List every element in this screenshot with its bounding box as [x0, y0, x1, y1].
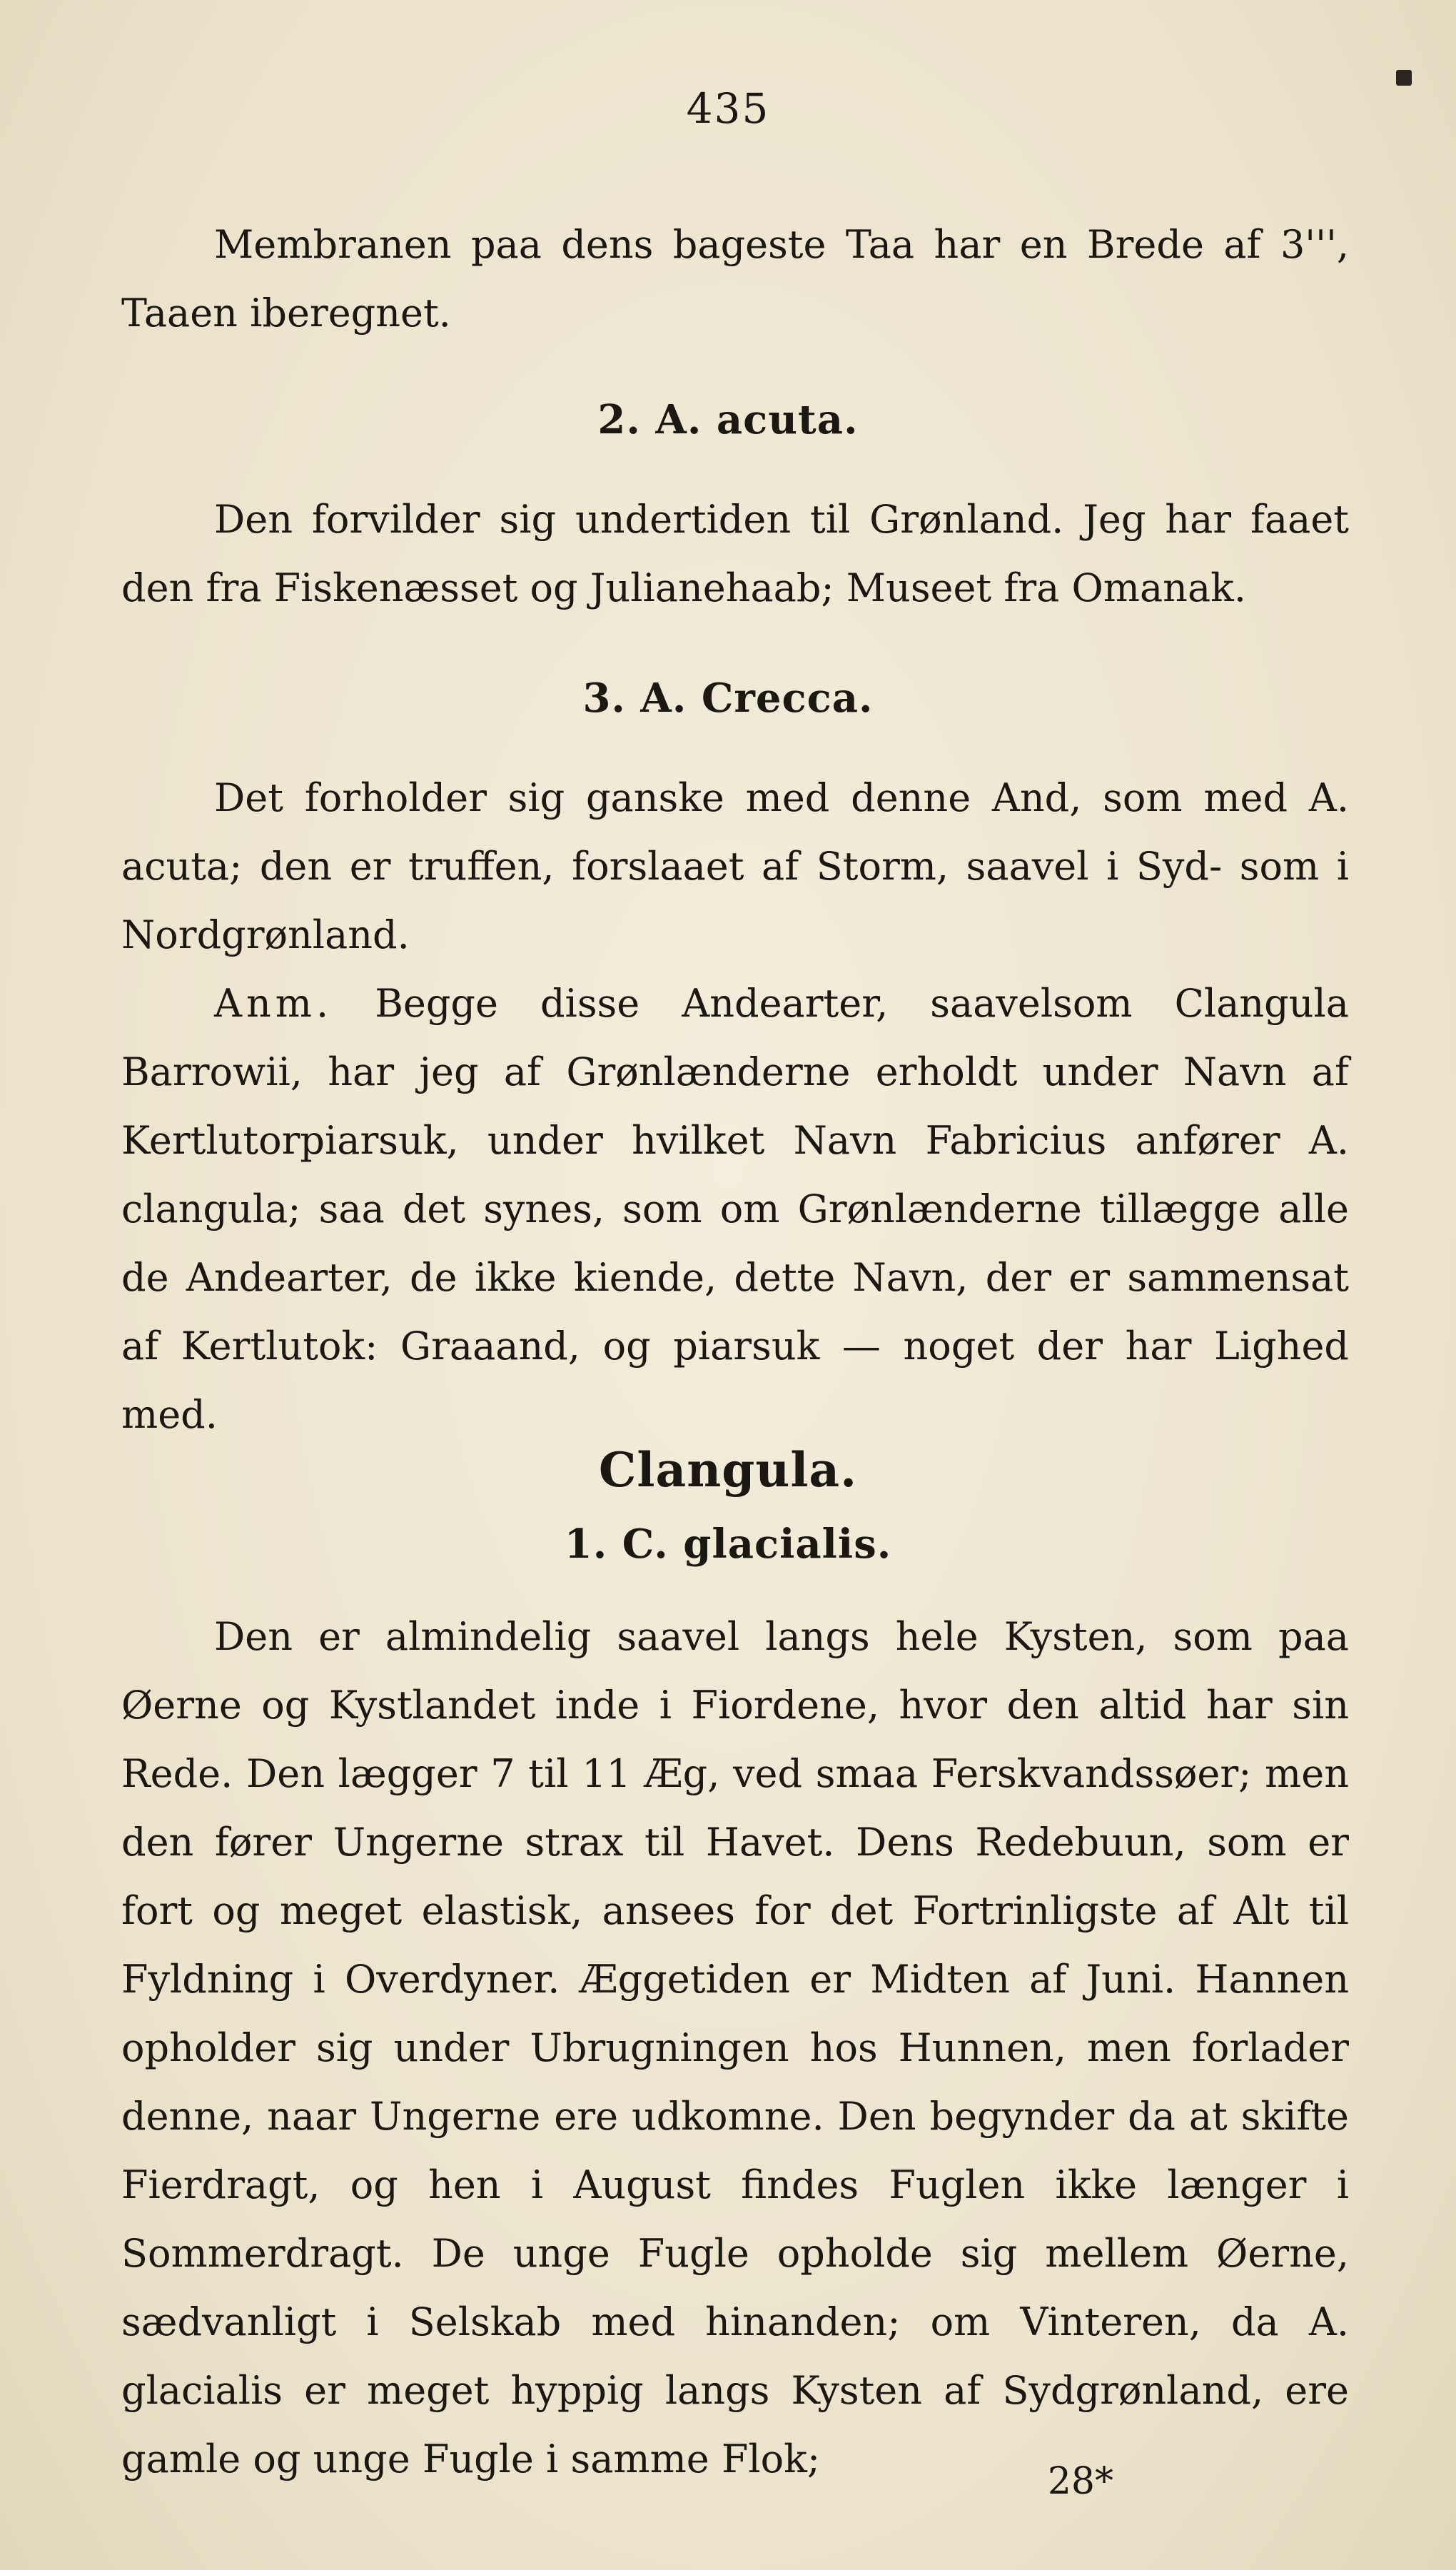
paragraph-text: Membranen paa dens bageste Taa har en Brede af 3''', Taaen iberegnet. — [121, 222, 1349, 336]
paragraph-text: Den er almindelig saavel langs hele Kysten, som paa Øerne og Kystlandet inde i Fiordene, hvor den altid har sin Rede. Den lægger 7 til 11 Æg, ved smaa Ferskvandssøer; men den fører Ungerne strax til Havet. Dens Redebuun, som er fort og meget elastisk, ansees for det Fortrinligste af Alt til Fyldning i Overdyner. Æggetiden er Midten af Juni. Hannen opholder sig under Ubrugningen hos Hunnen, men forlader denne, naar Ungerne ere udkomne. Den begynder da at skifte Fierdragt, og hen i August findes Fuglen ikke længer i Sommerdragt. De unge Fugle opholde sig mellem Øerne, sædvanligt i Selskab med hinanden; om Vinteren, da A. glacialis er meget hyppig langs Kysten af Sydgrønland, ere gamle og unge Fugle i samme Flok; — [121, 1614, 1349, 2481]
signature-mark: 28* — [1047, 2460, 1113, 2503]
genus-heading: Clangula. — [598, 1442, 858, 1498]
paragraph-text: Den forvilder sig undertiden til Grønland. Jeg har faaet den fra Fiskenæsset og Julianehaab; Museet fra Omanak. — [121, 497, 1349, 610]
paragraph-crecca — [121, 764, 1349, 969]
annotation-text: Begge disse Andearter, saavelsom Clangula Barrowii, har jeg af Grønlænderne erholdt under Navn af Kertlutorpiarsuk, under hvilket Navn Fabricius anfører A. clangula; saa det synes, som om Grønlænderne tillægge alle de Andearter, de ikke kiende, dette Navn, der er sammensat af Kertlutok: Graaand, og piarsuk — noget der har Lighed med. — [121, 981, 1349, 1437]
species-heading-acuta: 2. A. acuta. — [597, 396, 859, 443]
species-heading-crecca: 3. A. Crecca. — [582, 675, 874, 722]
species-heading-glacialis: 1. C. glacialis. — [564, 1521, 892, 1568]
scan-edge-mark — [1396, 70, 1412, 86]
page-number: 435 — [686, 84, 770, 133]
annotation-label: Anm. — [214, 981, 333, 1026]
paragraph-text: Det forholder sig ganske med denne And, som med A. acuta; den er truffen, forslaaet af Storm, saavel i Syd- som i Nordgrønland. — [121, 775, 1349, 957]
paragraph-acuta — [121, 485, 1349, 623]
paragraph-glacialis — [121, 1603, 1349, 2494]
annotation-block — [121, 969, 1349, 1449]
annotation-paragraph — [121, 969, 1349, 1449]
paragraph-membrane — [121, 211, 1349, 348]
